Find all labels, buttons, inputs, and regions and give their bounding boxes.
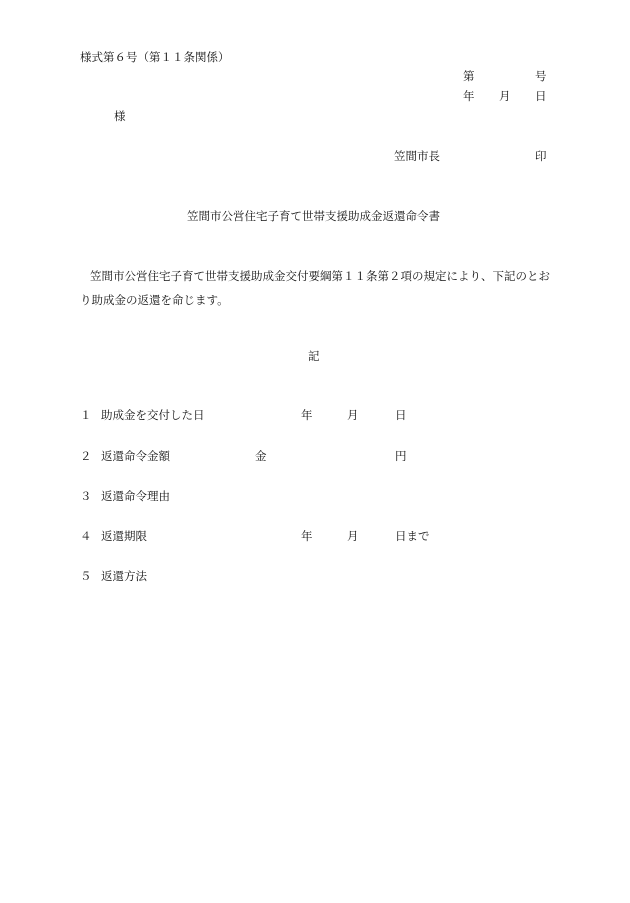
ki-heading: 記 — [308, 349, 320, 363]
form-number: 様式第６号（第１１条関係） — [80, 50, 230, 64]
item-yen: 円 — [395, 449, 407, 463]
item-year: 年 — [301, 529, 313, 543]
item-number: ２ — [80, 449, 92, 463]
item-number: ４ — [80, 529, 92, 543]
item-number: ５ — [80, 569, 92, 583]
addressee-suffix: 様 — [114, 109, 126, 123]
item-label: 返還方法 — [101, 569, 147, 583]
date-day: 日 — [535, 89, 547, 103]
item-day-until: 日まで — [395, 529, 430, 543]
item-year: 年 — [301, 408, 313, 422]
issuer-name: 笠間市長 — [394, 149, 440, 163]
item-kin: 金 — [255, 449, 267, 463]
document-title: 笠間市公営住宅子育て世帯支援助成金返還命令書 — [187, 209, 440, 223]
item-number: ３ — [80, 489, 92, 503]
body-paragraph: 笠間市公営住宅子育て世帯支援助成金交付要綱第１１条第２項の規定により、下記のとおり助成金の返還を命じます。 — [80, 269, 550, 307]
item-label: 助成金を交付した日 — [101, 408, 205, 422]
item-label: 返還命令理由 — [101, 489, 170, 503]
seal-mark: 印 — [535, 149, 547, 163]
item-month: 月 — [347, 529, 359, 543]
item-month: 月 — [347, 408, 359, 422]
item-label: 返還期限 — [101, 529, 147, 543]
item-day: 日 — [395, 408, 407, 422]
item-label: 返還命令金額 — [101, 449, 170, 463]
date-year: 年 — [463, 89, 475, 103]
date-month: 月 — [499, 89, 511, 103]
number-prefix: 第 — [463, 69, 475, 83]
item-number: １ — [80, 408, 92, 422]
number-suffix: 号 — [535, 69, 547, 83]
